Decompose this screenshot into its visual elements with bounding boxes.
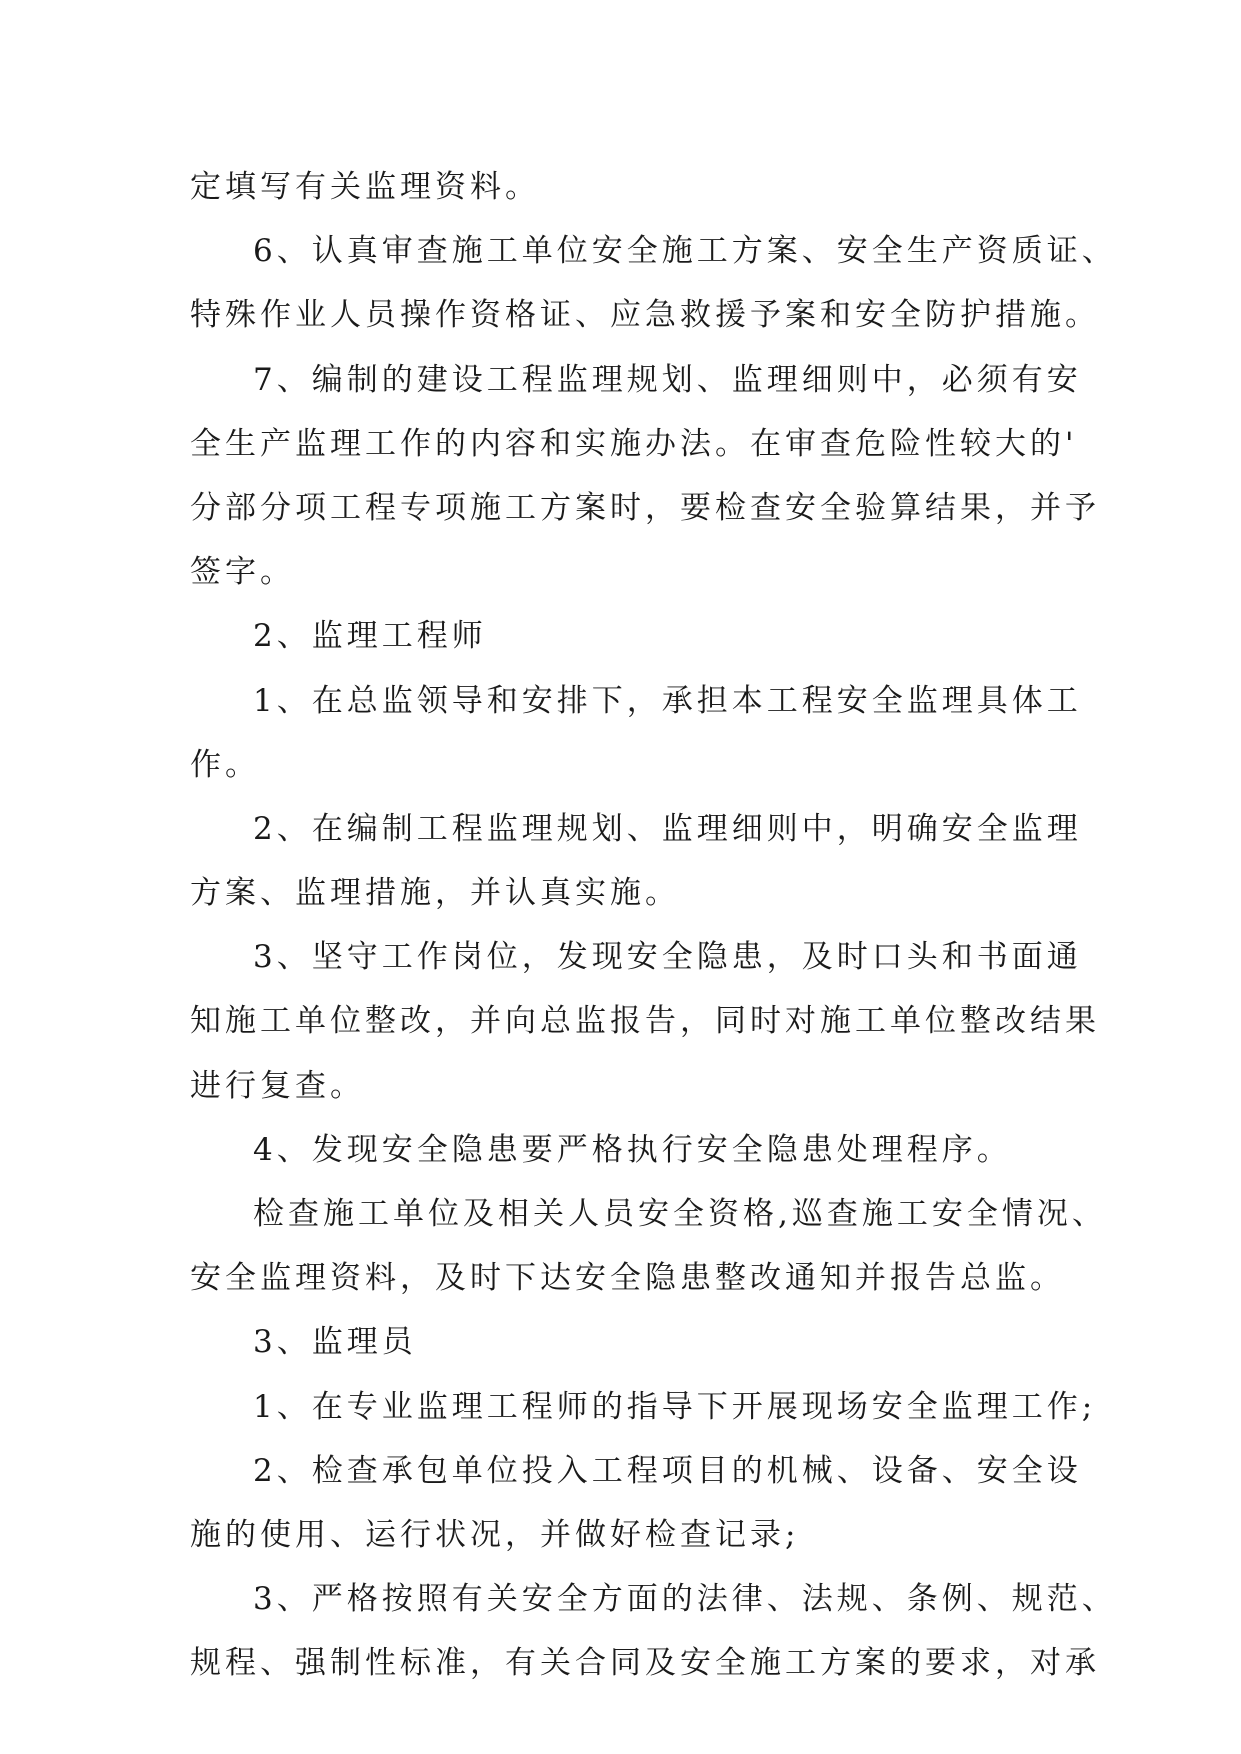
- document-body: [190, 155, 1117, 1696]
- text-line: 1、在总监领导和安排下，承担本工程安全监理具体工: [253, 682, 1082, 719]
- text-line: 进行复查。: [190, 1067, 365, 1104]
- text-line: 检查施工单位及相关人员安全资格,巡查施工安全情况、: [253, 1196, 1107, 1232]
- section-heading: 2、监理工程师: [253, 618, 487, 655]
- text-line: 施的使用、运行状况，并做好检查记录;: [190, 1516, 800, 1553]
- text-line: 特殊作业人员操作资格证、应急救援予案和安全防护措施。: [190, 297, 1100, 334]
- text-line: 安全监理资料，及时下达安全隐患整改通知并报告总监。: [190, 1260, 1065, 1297]
- text-line: 4、发现安全隐患要严格执行安全隐患处理程序。: [253, 1131, 1012, 1168]
- text-line: 作。: [190, 746, 260, 783]
- text-line: 方案、监理措施，并认真实施。: [190, 875, 680, 912]
- text-line: 2、在编制工程监理规划、监理细则中，明确安全监理: [253, 810, 1082, 847]
- text-line: 定填写有关监理资料。: [190, 169, 540, 205]
- text-line: 6、认真审查施工单位安全施工方案、安全生产资质证、: [253, 233, 1117, 270]
- text-line: 规程、强制性标准，有关合同及安全施工方案的要求，对承: [190, 1645, 1100, 1682]
- text-line: 7、编制的建设工程监理规划、监理细则中，必须有安: [253, 361, 1082, 398]
- text-line: 分部分项工程专项施工方案时，要检查安全验算结果，并予: [190, 489, 1100, 526]
- section-heading: 3、监理员: [253, 1324, 417, 1361]
- text-line: 2、检查承包单位投入工程项目的机械、设备、安全设: [253, 1452, 1082, 1489]
- text-line: 知施工单位整改，并向总监报告，同时对施工单位整改结果: [190, 1003, 1100, 1040]
- text-line: 全生产监理工作的内容和实施办法。在审查危险性较大的': [190, 425, 1078, 462]
- text-line: 3、严格按照有关安全方面的法律、法规、条例、规范、: [253, 1581, 1117, 1618]
- text-line: 3、坚守工作岗位，发现安全隐患，及时口头和书面通: [253, 939, 1082, 976]
- text-line: 签字。: [190, 554, 295, 591]
- text-line: 1、在专业监理工程师的指导下开展现场安全监理工作;: [253, 1388, 1097, 1425]
